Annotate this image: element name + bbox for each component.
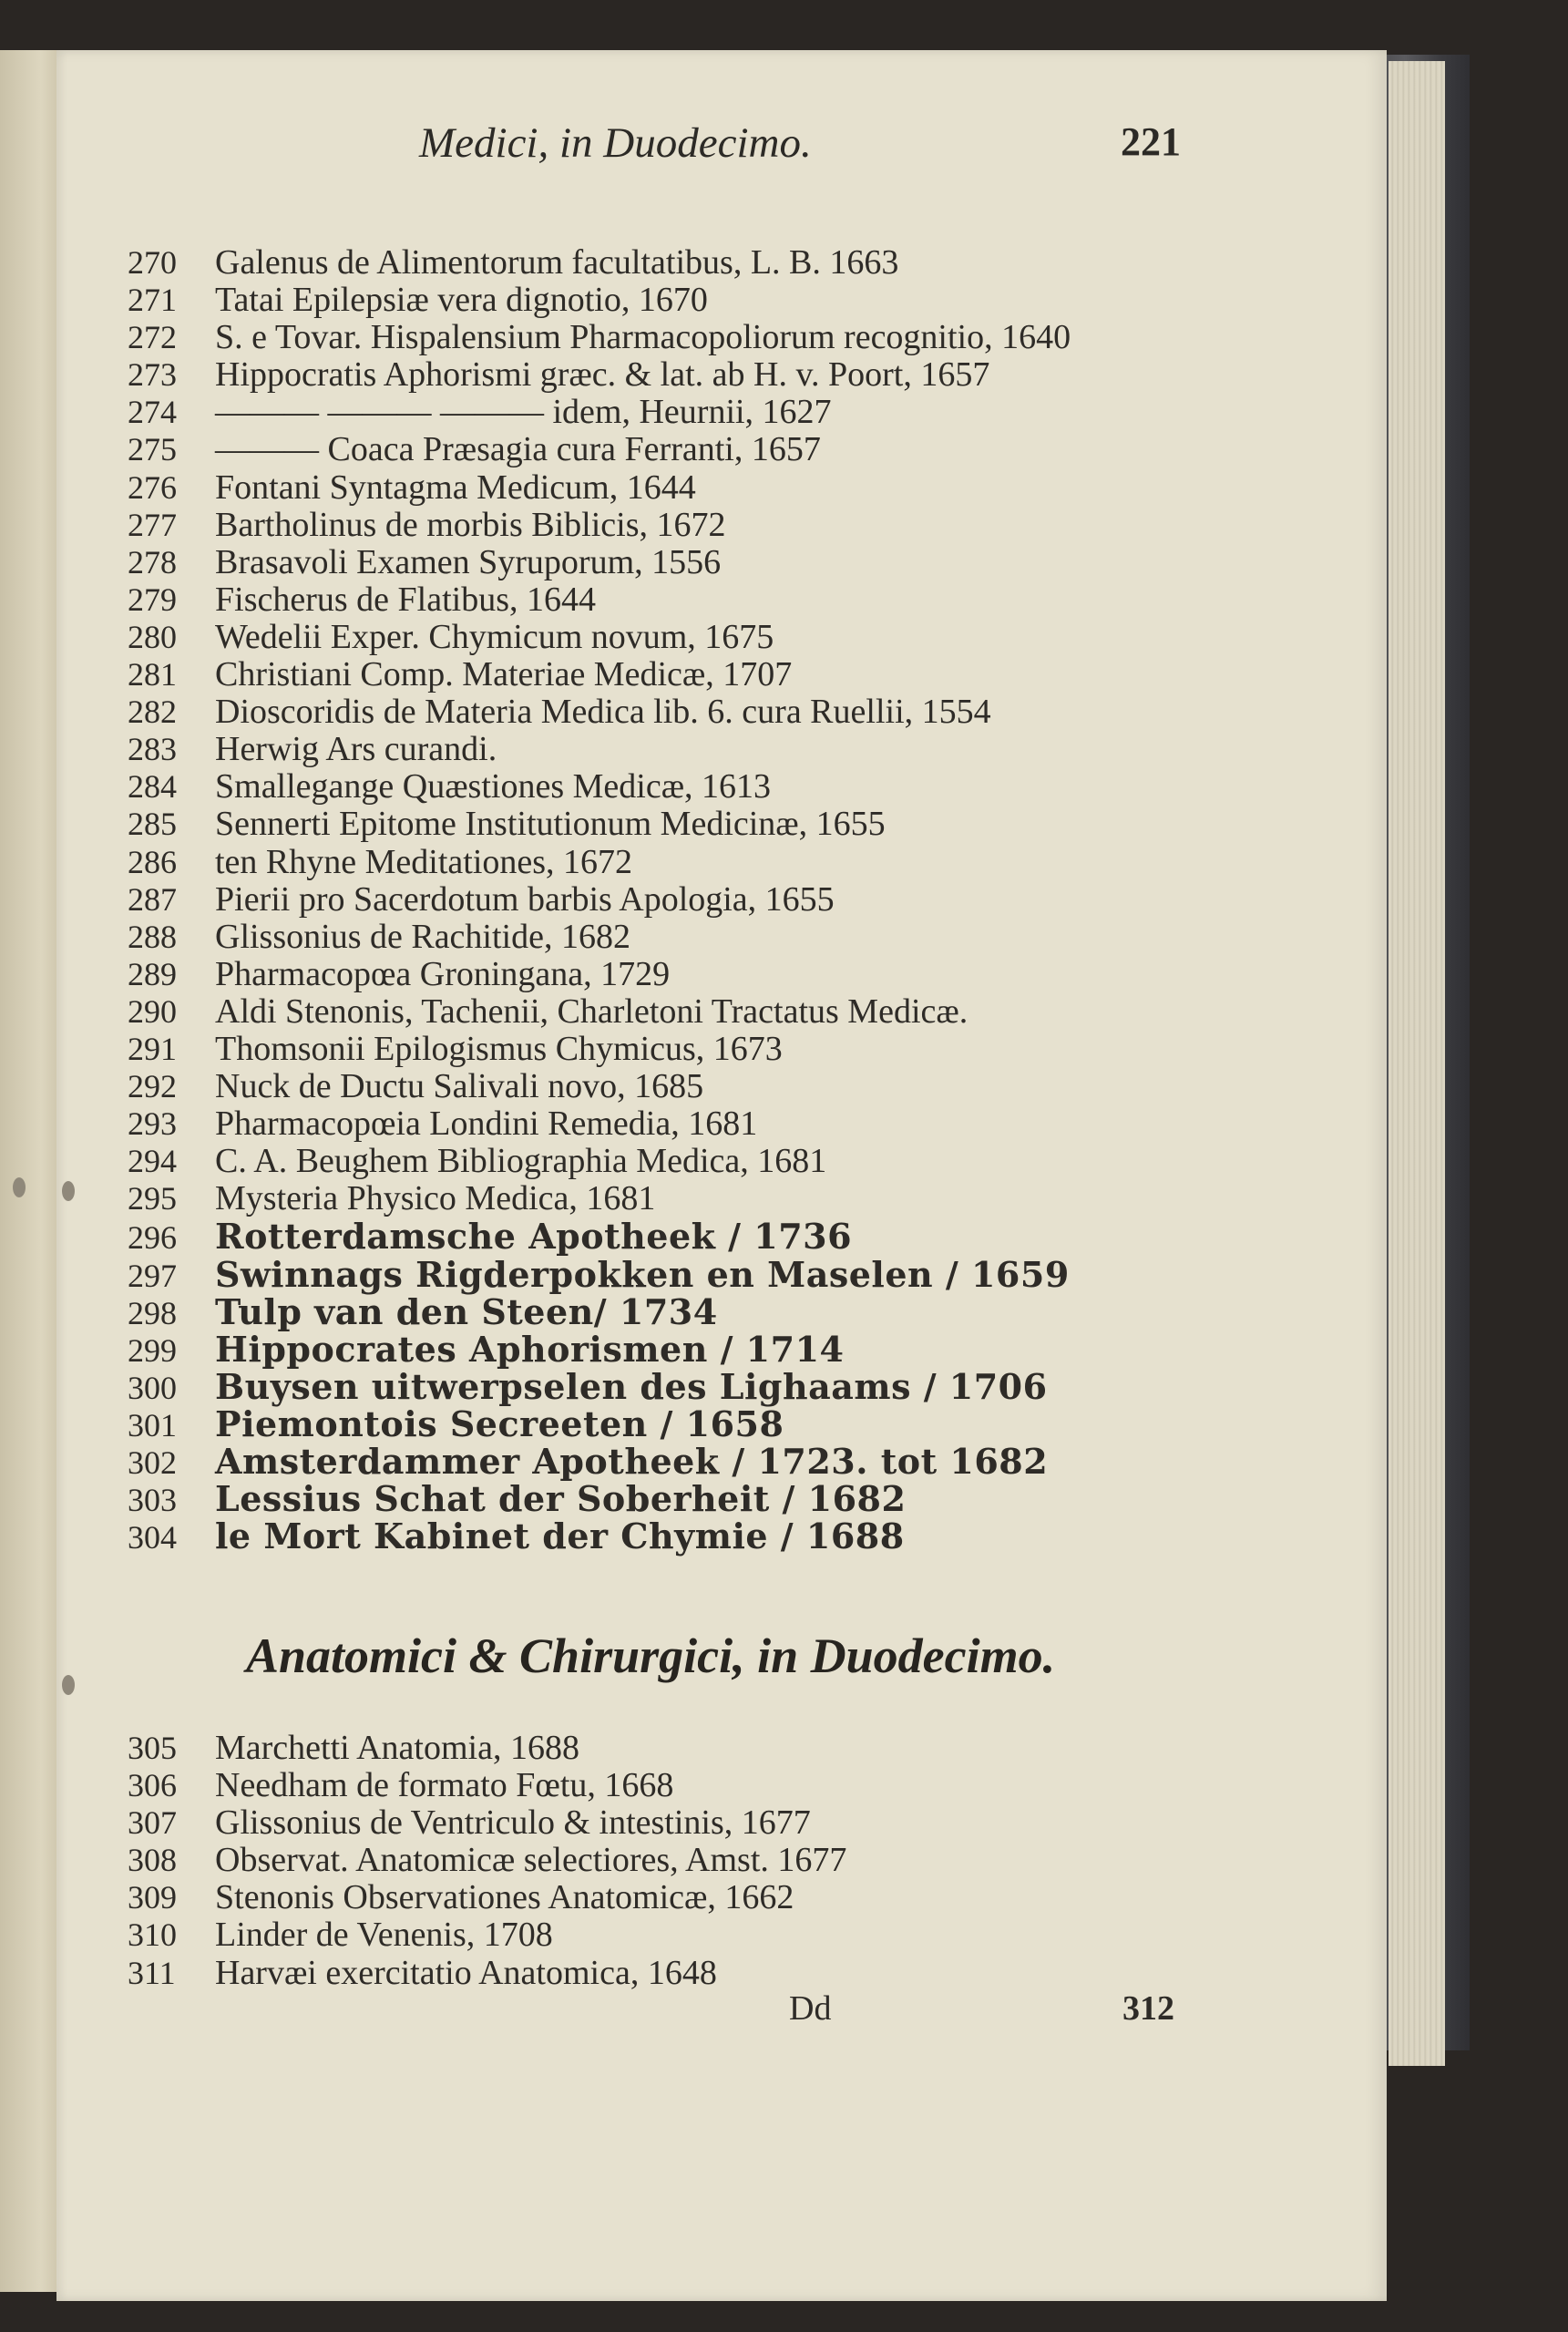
catalogue-entry [128,544,1221,581]
entry-title: Hippocratis Aphorismi græc. & lat. ab H. v. Poort, 1657 [215,355,990,395]
entry-title: Marchetti Anatomia, 1688 [215,1729,579,1767]
entry-title: le Mort Kabinet der Chymie / 1688 [215,1515,905,1557]
catalogue-entry [128,993,1221,1031]
entry-number: 286 [128,843,177,880]
entry-number: 288 [128,918,177,955]
catalogue-entry [128,244,1221,282]
catalogue-entry [128,1730,1221,1767]
entry-title: Observat. Anatomicæ selectiores, Amst. 1677 [215,1841,847,1880]
entry-number: 311 [128,1954,176,1991]
catalogue-entry [128,1478,1221,1520]
entry-title: Swinnags Rigderpokken en Maselen / 1659 [215,1253,1070,1295]
entry-number: 284 [128,768,177,806]
signature-mark: Dd [789,1989,832,2028]
catalogue-entry [128,619,1221,656]
entry-number: 294 [128,1143,177,1180]
entry-title: Brasavoli Examen Syruporum, 1556 [215,542,722,581]
catalogue-entry [128,469,1221,507]
entry-title: Tatai Epilepsiæ vera dignotio, 1670 [215,281,708,320]
catalogue-entry [128,1402,1221,1444]
entry-title: Smallegange Quæstiones Medicæ, 1613 [215,767,772,806]
catalogue-entry [128,1216,1221,1258]
catalogue-entry [128,693,1221,731]
entry-title: Buysen uitwerpselen des Lighaams / 1706 [215,1365,1048,1407]
entry-number: 296 [128,1219,177,1257]
entry-title: Aldi Stenonis, Tachenii, Charletoni Tractatus Medicæ. [215,991,968,1031]
entry-number: 307 [128,1804,177,1842]
entry-number: 281 [128,656,177,693]
catchword: 312 [1122,1989,1174,2028]
running-head: Medici, in Duodecimo. [419,119,812,167]
entry-number: 285 [128,806,177,843]
catalogue-entry [128,431,1221,468]
section-heading: Anatomici & Chirurgici, in Duodecimo. [246,1628,1056,1683]
entry-title: Sennerti Epitome Institutionum Medicinæ, 1655 [215,805,886,844]
entry-title: Mysteria Physico Medica, 1681 [215,1179,656,1218]
entry-number: 272 [128,319,177,356]
catalogue-entry [128,1031,1221,1068]
entry-title: Amsterdammer Apotheek / 1723. tot 1682 [215,1441,1049,1482]
entry-title: Herwig Ars curandi. [215,730,497,769]
catalogue-entry [128,1443,1221,1480]
entry-number: 305 [128,1730,177,1766]
catalogue-entry [128,919,1221,956]
entry-number: 280 [128,618,177,655]
entry-number: 282 [128,693,177,731]
entry-title: Fischerus de Flatibus, 1644 [215,580,596,619]
entry-number: 297 [128,1257,177,1294]
entry-number: 298 [128,1294,177,1331]
entry-title: Pharmacopœa Groningana, 1729 [215,954,671,993]
entry-number: 277 [128,506,177,543]
binding-hole [62,1181,75,1201]
entry-title: ——— Coaca Præsagia cura Ferranti, 1657 [215,430,821,469]
entry-title: Bartholinus de morbis Biblicis, 1672 [215,505,726,544]
entry-number: 290 [128,992,177,1030]
entry-number: 295 [128,1180,177,1217]
catalogue-entry [128,956,1221,993]
page-fore-edge [1389,61,1445,2066]
catalogue-entry [128,1143,1221,1180]
entry-title: Pierii pro Sacerdotum barbis Apologia, 1655 [215,879,835,919]
catalogue-entry [128,1365,1221,1407]
entry-title: Hippocrates Aphorismen / 1714 [215,1328,845,1370]
catalogue-entry [128,656,1221,693]
entry-title: Linder de Venenis, 1708 [215,1916,553,1955]
entry-title: ——— ——— ——— idem, Heurnii, 1627 [215,393,832,432]
catalogue-entry [128,1517,1221,1555]
entry-title: Piemontois Secreeten / 1658 [215,1402,784,1444]
catalogue-entry [128,1105,1221,1143]
entry-number: 278 [128,543,177,580]
entry-title: Fontani Syntagma Medicum, 1644 [215,467,696,507]
entry-number: 310 [128,1916,177,1954]
catalogue-entry [128,1767,1221,1804]
entry-number: 306 [128,1767,177,1804]
entry-title: Needham de formato Fœtu, 1668 [215,1766,674,1805]
entry-number: 304 [128,1519,177,1556]
entry-title: Galenus de Alimentorum facultatibus, L. B. 1663 [215,243,899,282]
entry-title: Stenonis Observationes Anatomicæ, 1662 [215,1878,794,1917]
entry-title: Nuck de Ductu Salivali novo, 1685 [215,1067,704,1106]
entry-number: 292 [128,1068,177,1105]
entry-number: 299 [128,1331,177,1369]
catalogue-entry [128,581,1221,619]
entry-title: Rotterdamsche Apotheek / 1736 [215,1216,853,1258]
entry-title: Harvæi exercitatio Anatomica, 1648 [215,1953,717,1992]
catalogue-entry [128,1253,1221,1295]
entry-title: Thomsonii Epilogismus Chymicus, 1673 [215,1029,783,1068]
catalogue-list-medici [128,244,1221,1555]
binding-hole [13,1177,26,1197]
catalogue-entry [128,1068,1221,1105]
catalogue-entry [128,881,1221,919]
page-number: 221 [1121,119,1181,164]
entry-number: 309 [128,1879,177,1916]
entry-number: 273 [128,356,177,394]
catalogue-entry [128,768,1221,806]
catalogue-entry [128,507,1221,544]
entry-number: 308 [128,1842,177,1879]
catalogue-entry [128,1955,1221,1992]
catalogue-entry [128,356,1221,394]
entry-number: 274 [128,394,177,431]
entry-number: 279 [128,580,177,618]
catalogue-entry [128,1180,1221,1217]
entry-title: Wedelii Exper. Chymicum novum, 1675 [215,617,774,656]
binding-hole [62,1675,75,1695]
catalogue-entry [128,394,1221,431]
entry-title: Glissonius de Ventriculo & intestinis, 1677 [215,1803,811,1843]
page-header [364,118,1230,182]
catalogue-entry [128,731,1221,768]
catalogue-list-anatomici [128,1730,1221,1992]
entry-number: 289 [128,955,177,992]
entry-title: S. e Tovar. Hispalensium Pharmacopoliorum recognitio, 1640 [215,318,1071,357]
entry-title: Pharmacopœia Londini Remedia, 1681 [215,1104,758,1144]
catalogue-entry [128,319,1221,356]
entry-title: Glissonius de Rachitide, 1682 [215,917,630,956]
facing-page-edge [0,50,58,2292]
entry-number: 271 [128,282,177,319]
catalogue-entry [128,1330,1221,1368]
entry-title: Christiani Comp. Materiae Medicæ, 1707 [215,655,793,694]
catalogue-entry [128,844,1221,881]
entry-number: 293 [128,1105,177,1143]
catalogue-entry [128,1842,1221,1879]
catalogue-entry [128,806,1221,843]
catalogue-entry [128,1804,1221,1842]
entry-number: 303 [128,1482,177,1519]
entry-title: Tulp van den Steen/ 1734 [215,1290,718,1332]
entry-number: 287 [128,880,177,918]
entry-title: ten Rhyne Meditationes, 1672 [215,842,633,881]
entry-number: 283 [128,731,177,768]
catalogue-entry [128,282,1221,319]
catalogue-entry [128,1916,1221,1954]
entry-title: Dioscoridis de Materia Medica lib. 6. cura Ruellii, 1554 [215,693,991,732]
entry-number: 270 [128,244,177,281]
entry-number: 276 [128,468,177,506]
entry-number: 300 [128,1369,177,1406]
entry-number: 275 [128,431,177,468]
entry-number: 291 [128,1030,177,1067]
entry-title: C. A. Beughem Bibliographia Medica, 1681 [215,1142,827,1181]
entry-number: 302 [128,1444,177,1481]
entry-title: Lessius Schat der Soberheit / 1682 [215,1478,907,1520]
catalogue-entry [128,1879,1221,1916]
entry-number: 301 [128,1406,177,1443]
catalogue-entry [128,1290,1221,1332]
